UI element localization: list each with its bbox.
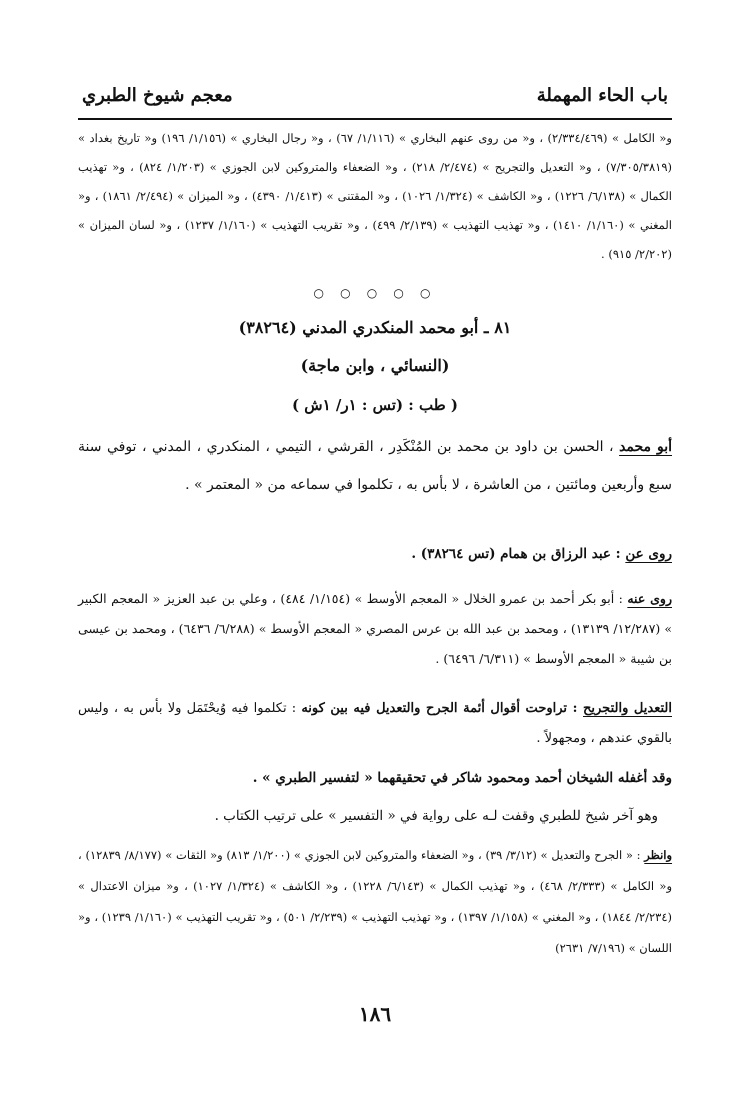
narrators-text: : أبو بكر أحمد بن عمرو الخلال « المعجم الأوسط » (١/١٥٤/ ٤٨٤) ، وعلي بن عبد العزيز « المعجم الكبير » (١٢/٢٨٧/ ١٣١٣٩) ، ومحمد بن عبد الله بن عرس المصري « المعجم الأوسط » (٦/٢٨٨/ ٦٤٣٦) ، ومحمد بن عيسى بن شيبة « المعجم الأوسط » (٦/٣١١/ ٦٤٩٦) . bbox=[78, 591, 672, 666]
last-sheikh-note: وهو آخر شيخ للطبري وقفت لـه على رواية في « التفسير » على ترتيب الكتاب . bbox=[214, 808, 658, 824]
entry-title: ٨١ ـ أبو محمد المنكدري المدني (٣٨٢٦٤) bbox=[238, 318, 512, 337]
omission-note: وقد أغفله الشيخان أحمد ومحمود شاكر في تحقيقهما « لتفسير الطبري » . bbox=[252, 770, 672, 786]
narrated-from-label: روى عن bbox=[625, 546, 672, 562]
entry-sources: (النسائي ، وابن ماجة) bbox=[300, 356, 450, 375]
section-separator: ○ ○ ○ ○ ○ bbox=[313, 286, 437, 300]
see-also-references bbox=[78, 840, 672, 964]
narrators-label: روى عنه bbox=[627, 591, 672, 606]
narrators-from-him bbox=[78, 584, 672, 674]
previous-entry-references: و« الكامل » (٢/٣٣٤/٤٦٩) ، و« من روى عنهم البخاري » (١/١١٦/ ٦٧) ، و« رجال البخاري » (١/١٥٦/ ١٩٦) و« تاريخ بغداد » (٧/٣٠٥/٣٨١٩) ، و« التعديل والتجريح » (٢/٤٧٤/ ٢١٨) ، و« الضعفاء والمتروكين لابن الجوزي » (١/٢٠٣/ ٨٢٤) ، و« تهذيب الكمال » (٦/١٣٨/ ١٢٢٦) ، و« الكاشف » (١/٣٢٤/ ١٠٢٦) ، و« المقتنى » (١/٤١٣/ ٤٣٩٠) ، و« الميزان » (٢/٤٩٤/ ١٨٦١) ، و« المغني » (١/١٦٠/ ١٤١٠) ، و« تهذيب التهذيب » (٢/١٣٩/ ٤٩٩) ، و« تقريب التهذيب » (١/١٦٠/ ١٢٣٧) ، و« لسان الميزان » (٢/٢٠٢/ ٩١٥) . bbox=[78, 131, 673, 261]
narrated-from-text: : عبد الرزاق بن همام (تس ٣٨٢٦٤) . bbox=[411, 546, 626, 562]
jarh-label: التعديل والتجريح bbox=[583, 701, 672, 716]
running-header bbox=[82, 78, 668, 112]
page-number: ١٨٦ bbox=[358, 1002, 392, 1026]
see-also-text: : « الجرح والتعديل » (٣/١٢/ ٣٩) ، و« الضعفاء والمتروكين لابن الجوزي » (١/٢٠٠/ ٨١٣) و« الثقات » (٨/١٧٧/ ١٢٨٣٩) ، و« الكامل » (٢/٣٣٣/ ٤٦٨) ، و« تهذيب الكمال » (٦/١٤٣/ ١٢٢٨) ، و« الكاشف » (١/٣٢٤/ ١٠٢٧) ، و« ميزان الاعتدال » (٢/٢٣٤/ ١٨٤٤) ، و« المغني » (١/١٥٨/ ١٣٩٧) ، و« تهذيب التهذيب » (٢/٢٣٩/ ٥٠١) ، و« تقريب التهذيب » (١/١٦٠/ ١٢٣٩) ، و« اللسان » (٧/١٩٦/ ٢٦٣١) bbox=[78, 848, 673, 955]
jarh-tadil bbox=[78, 694, 672, 754]
narrated-from bbox=[78, 546, 672, 562]
jarh-text: : تكلموا فيه وُيحْتَمَل ولا بأس به ، وليس بالقوي عندهم ، ومجهولاً . bbox=[78, 701, 672, 746]
bio-text: ، الحسن بن داود بن محمد بن المُنْكَدِر ، القرشي ، التيمي ، المنكدري ، المدني ، توفي سنة سبع وأربعين ومائتين ، من العاشرة ، لا بأس به ، تكلموا في سماعه من « المعتمر » . bbox=[78, 439, 672, 493]
chapter-title: باب الحاء المهملة bbox=[536, 84, 668, 106]
header-rule bbox=[78, 118, 672, 120]
jarh-text-bold: : تراوحت أقوال أئمة الجرح والتعديل فيه بين كونه bbox=[301, 701, 583, 716]
entry-codes: ( طب : (تس : ١ر/ ١ش ) bbox=[291, 396, 459, 414]
entry-biography bbox=[78, 428, 672, 504]
bio-lead: أبو محمد bbox=[619, 439, 672, 455]
see-also-label: وانظر bbox=[644, 848, 673, 862]
book-title: معجم شيوخ الطبري bbox=[82, 84, 233, 106]
